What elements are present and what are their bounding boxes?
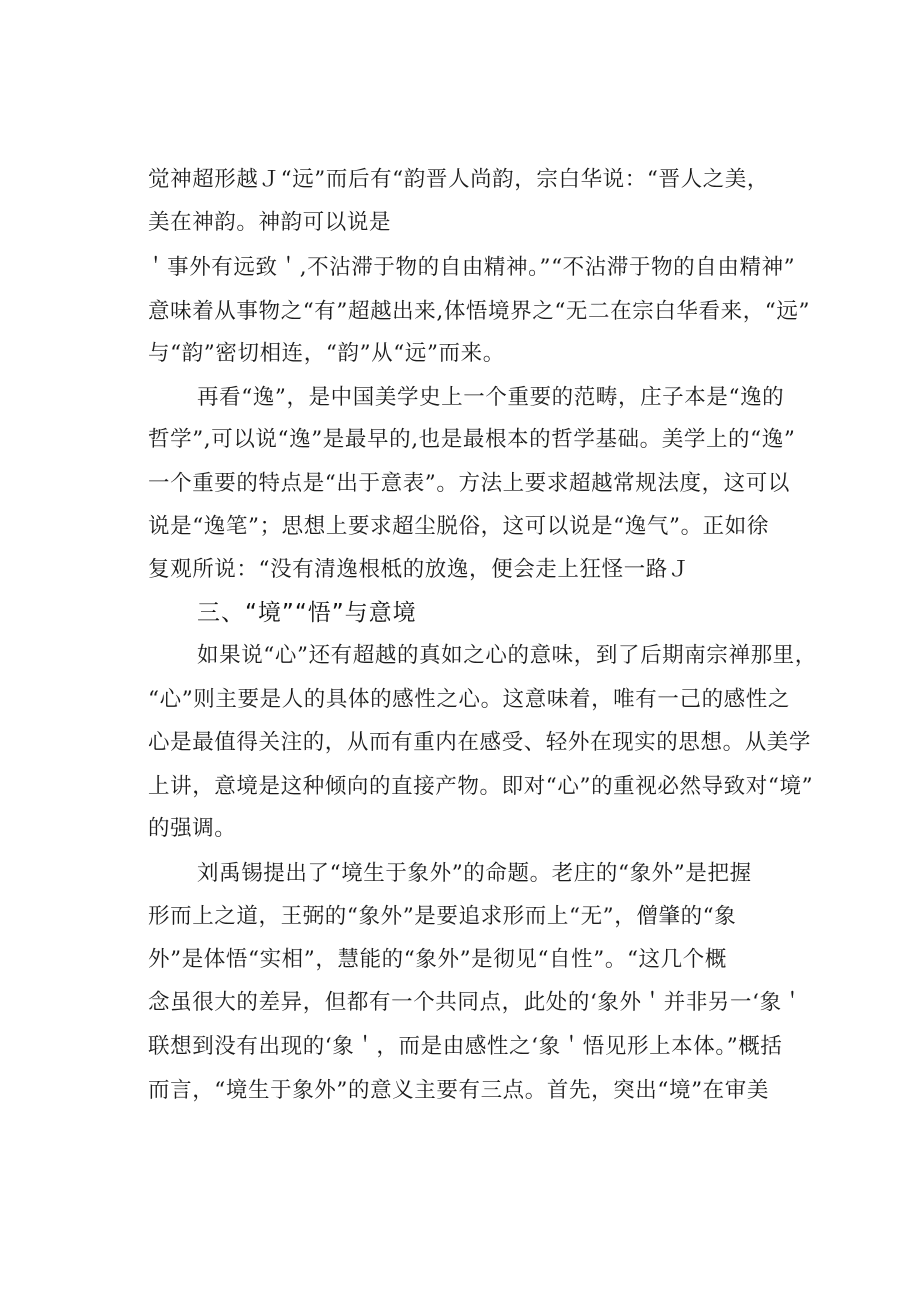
text-line: 意味着从事物之“有”超越出来,体悟境界之“无二在宗白华看来，“远” xyxy=(148,299,811,324)
text-line: 外”是体悟“实相”，慧能的“象外”是彻见“自性”。“这几个概 xyxy=(148,947,727,972)
text-line: 形而上之道，王弼的“象外”是要追求形而上“无”，僧肇的“象 xyxy=(148,904,737,929)
paragraph-first-line: 刘禹锡提出了“境生于象外”的命题。老庄的“象外”是把握 xyxy=(197,861,752,886)
text-line: 哲学”,可以说“逸”是最早的,也是最根本的哲学基础。美学上的“逸” xyxy=(148,427,796,452)
text-line: 说是“逸笔”；思想上要求超尘脱俗，这可以说是“逸气”。正如徐 xyxy=(148,514,769,539)
paragraph-first-line: 如果说“心”还有超越的真如之心的意味，到了后期南宗禅那里， xyxy=(197,643,817,668)
text-line: 觉神超形越Ｊ“远”而后有“韵晋人尚韵，宗白华说：“晋人之美， xyxy=(148,167,769,192)
section-heading: 三、“境”“悟”与意境 xyxy=(197,600,417,626)
text-line: 美在神韵。神韵可以说是 xyxy=(148,210,392,235)
text-line: ＇事外有远致＇,不沾滞于物的自由精神。”“不沾滞于物的自由精神” xyxy=(145,255,796,280)
text-line: 而言，“境生于象外”的意义主要有三点。首先，突出“境”在审美 xyxy=(148,1078,769,1103)
text-line: 念虽很大的差异，但都有一个共同点，此处的‘象外＇并非另一‘象＇ xyxy=(148,990,804,1015)
paragraph-first-line: 再看“逸”，是中国美学史上一个重要的范畴，庄子本是“逸的 xyxy=(197,385,785,410)
text-line: 复观所说：“没有清逸根柢的放逸，便会走上狂怪一路Ｊ xyxy=(148,557,690,582)
text-line: 联想到没有出现的‘象＇，而是由感性之‘象＇悟见形上本体。”概括 xyxy=(148,1034,783,1059)
text-line: 一个重要的特点是“出于意表”。方法上要求超越常规法度，这可以 xyxy=(148,471,790,496)
text-line: 上讲，意境是这种倾向的直接产物。即对“心”的重视必然导致对“境” xyxy=(148,774,814,799)
text-line: “心”则主要是人的具体的感性之心。这意味着，唯有一己的感性之 xyxy=(148,687,790,712)
text-line: 的强调。 xyxy=(148,816,237,841)
text-line: 与“韵”密切相连，“韵”从“远”而来。 xyxy=(148,341,505,366)
text-line: 心是最值得关注的，从而有重内在感受、轻外在现实的思想。从美学 xyxy=(148,730,812,755)
